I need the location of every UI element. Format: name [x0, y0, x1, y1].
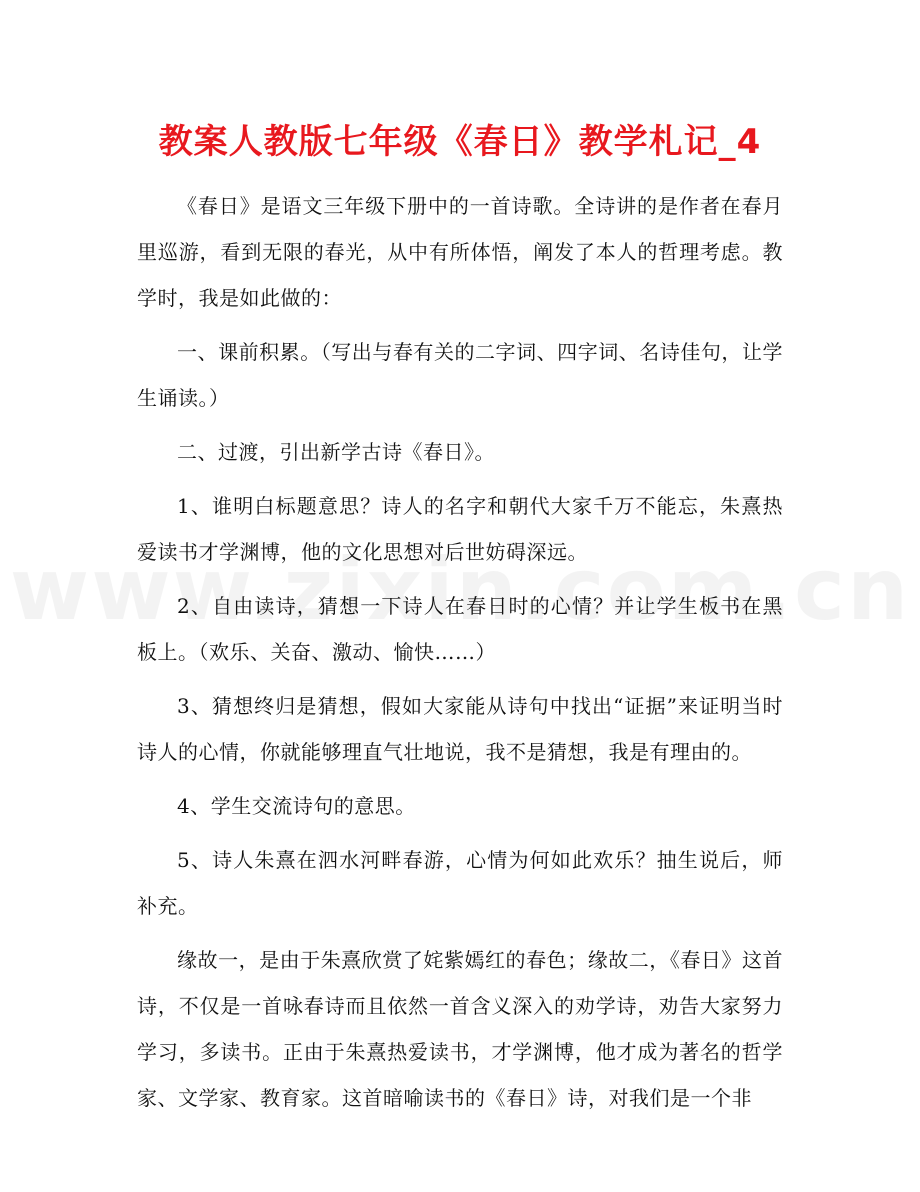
paragraph-item-3: 3、猜想终归是猜想，假如大家能从诗句中找出“证据”来证明当时诗人的心情，你就能够理直气壮地说，我不是猜想，我是有理由的。 [137, 694, 783, 764]
paragraph-intro: 《春日》是语文三年级下册中的一首诗歌。全诗讲的是作者在春月里巡游，看到无限的春光，从中有所体悟，阐发了本人的哲理考虑。教学时，我是如此做的： [137, 194, 783, 310]
paragraph-item-4: 4、学生交流诗句的意思。 [177, 794, 416, 818]
paragraph-item-5: 5、诗人朱熹在泗水河畔春游，心情为何如此欢乐？抽生说后，师补充。 [137, 848, 783, 918]
paragraph-item-2: 2、自由读诗，猜想一下诗人在春日时的心情？并让学生板书在黑板上。（欢乐、关奋、激动、愉快……） [137, 594, 783, 664]
paragraph-reasons: 缘故一，是由于朱熹欣赏了姹紫嫣红的春色；缘故二，《春日》这首诗，不仅是一首咏春诗而且依然一首含义深入的劝学诗，劝告大家努力学习，多读书。正由于朱熹热爱读书，才学渊博，他才成为著名的哲学家、文学家、教育家。这首暗喻读书的《春日》诗，对我们是一个非 [137, 948, 783, 1110]
paragraph-item-1: 1、谁明白标题意思？诗人的名字和朝代大家千万不能忘，朱熹热爱读书才学渊博，他的文化思想对后世妨碍深远。 [137, 494, 783, 564]
paragraph-step-1: 一、课前积累。（写出与春有关的二字词、四字词、名诗佳句，让学生诵读。） [137, 340, 783, 410]
paragraph-step-2: 二、过渡，引出新学古诗《春日》。 [177, 440, 495, 464]
document-title: 教案人教版七年级《春日》教学札记_4 [158, 122, 762, 162]
document-body [137, 183, 783, 1129]
